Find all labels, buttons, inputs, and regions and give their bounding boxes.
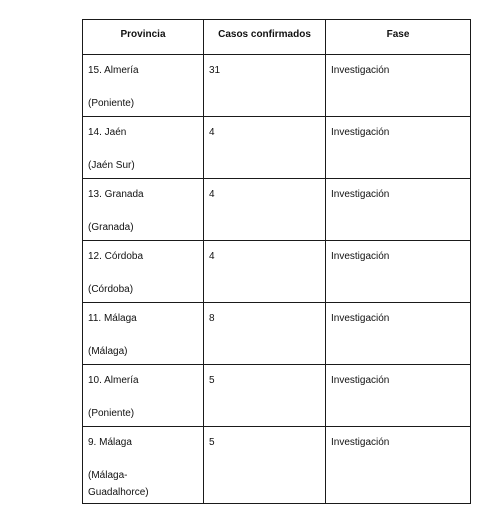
fase-cell: [326, 179, 471, 241]
fase-cell: [326, 241, 471, 303]
provincia-name: 13. Granada: [88, 189, 144, 200]
provincia-zona: (Granada): [88, 222, 134, 233]
casos-value: 4: [209, 251, 215, 262]
table-row: [83, 241, 471, 303]
provincia-zona: (Poniente): [88, 408, 135, 419]
cases-table: [82, 19, 471, 504]
fase-cell: [326, 427, 471, 504]
casos-cell: [204, 117, 326, 179]
casos-cell: [204, 55, 326, 117]
provincia-name: 11. Málaga: [88, 313, 137, 324]
table-row: [83, 117, 471, 179]
header-casos-confirmados: Casos confirmados: [204, 20, 326, 55]
casos-cell: [204, 303, 326, 365]
provincia-cell: [83, 365, 204, 427]
fase-value: Investigación: [331, 65, 390, 76]
provincia-cell: [83, 303, 204, 365]
table-header-row: [83, 20, 471, 55]
casos-cell: [204, 179, 326, 241]
casos-value: 8: [209, 313, 215, 324]
casos-cell: [204, 241, 326, 303]
table-row: [83, 55, 471, 117]
table-row: [83, 427, 471, 504]
fase-value: Investigación: [331, 375, 390, 386]
provincia-name: 15. Almería: [88, 65, 139, 76]
provincia-zona: (Córdoba): [88, 284, 134, 295]
casos-value: 31: [209, 65, 221, 76]
provincia-zona: (Jaén Sur): [88, 160, 135, 171]
table-row: [83, 179, 471, 241]
header-fase: Fase: [326, 20, 471, 55]
casos-value: 5: [209, 437, 215, 448]
provincia-name: 9. Málaga: [88, 437, 132, 448]
provincia-cell: [83, 117, 204, 179]
provincia-zona: (Málaga- Guadalhorce): [88, 470, 149, 498]
fase-value: Investigación: [331, 313, 390, 324]
casos-value: 4: [209, 189, 215, 200]
fase-cell: [326, 303, 471, 365]
table-row: [83, 303, 471, 365]
fase-cell: [326, 365, 471, 427]
fase-value: Investigación: [331, 127, 390, 138]
provincia-name: 10. Almería: [88, 375, 139, 386]
casos-cell: [204, 427, 326, 504]
fase-cell: [326, 117, 471, 179]
provincia-cell: [83, 427, 204, 504]
fase-value: Investigación: [331, 251, 390, 262]
provincia-zona: (Málaga): [88, 346, 128, 357]
casos-value: 4: [209, 127, 215, 138]
provincia-name: 14. Jaén: [88, 127, 127, 138]
fase-cell: [326, 55, 471, 117]
provincia-cell: [83, 179, 204, 241]
provincia-name: 12. Córdoba: [88, 251, 144, 262]
casos-value: 5: [209, 375, 215, 386]
casos-cell: [204, 365, 326, 427]
provincia-cell: [83, 55, 204, 117]
provincia-cell: [83, 241, 204, 303]
provincia-zona: (Poniente): [88, 98, 135, 109]
header-provincia: Provincia: [83, 20, 204, 55]
table-row: [83, 365, 471, 427]
fase-value: Investigación: [331, 189, 390, 200]
fase-value: Investigación: [331, 437, 390, 448]
